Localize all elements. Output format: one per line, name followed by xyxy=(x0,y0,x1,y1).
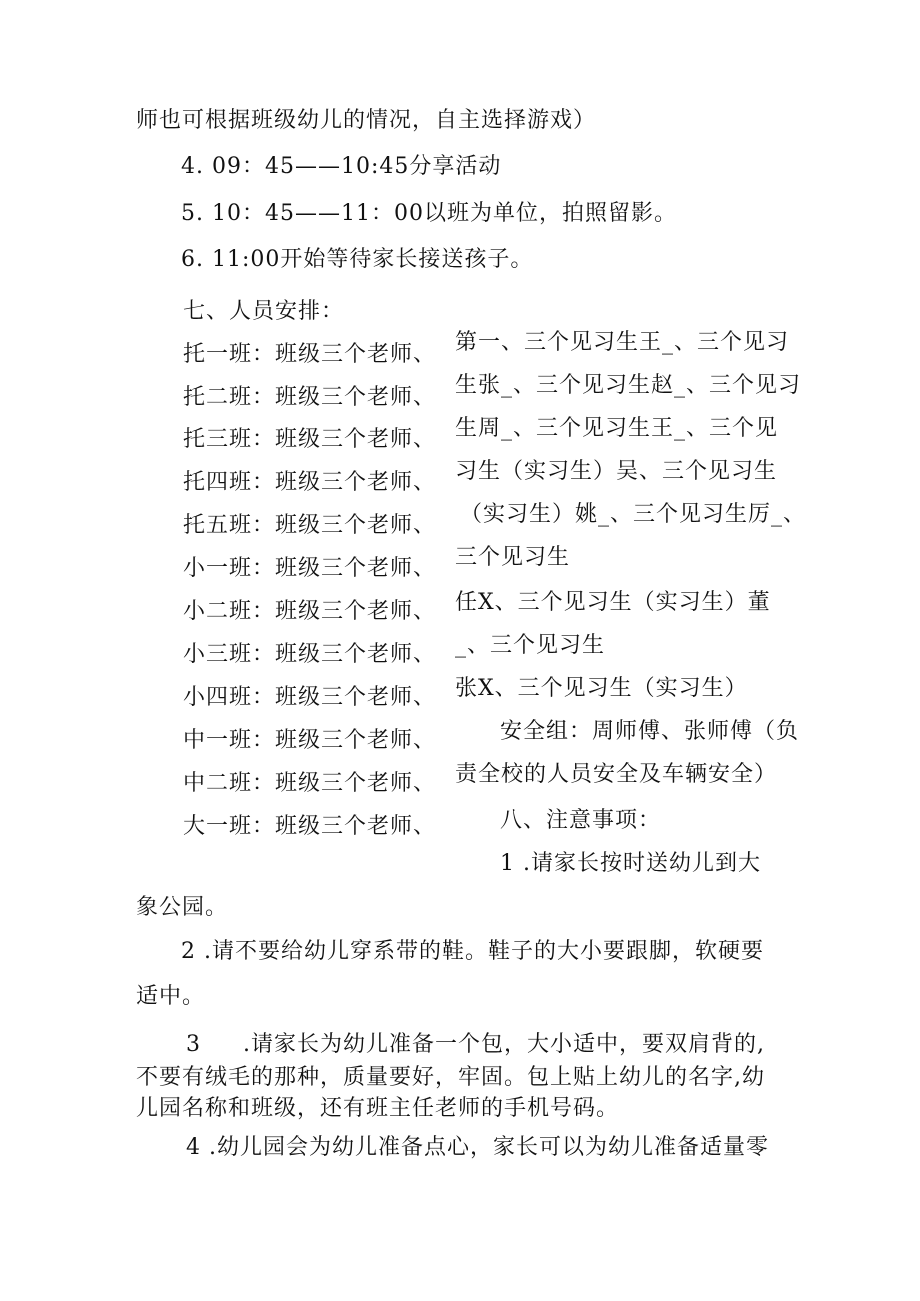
class-line: 小三班：班级三个老师、 xyxy=(183,642,437,667)
trainee-line: 任X、三个见习生（实习生）董 xyxy=(455,590,771,615)
note-2-line-2: 适中。 xyxy=(136,984,206,1009)
trainee-line: 三个见习生 xyxy=(455,545,571,570)
class-line: 大一班：班级三个老师、 xyxy=(183,814,437,839)
note-3-line-1: .请家长为幼儿准备一个包，大小适中，要双肩背的, xyxy=(243,1032,765,1057)
note-1-line-2: 象公园。 xyxy=(136,895,229,920)
schedule-item-4: 4. 09：45——10:45分享活动 xyxy=(181,154,502,179)
note-3-line-2: 不要有绒毛的那种，质量要好，牢固。包上贴上幼儿的名字,幼 xyxy=(136,1065,765,1090)
class-line: 托二班：班级三个老师、 xyxy=(183,385,437,410)
class-line: 小二班：班级三个老师、 xyxy=(183,599,437,624)
trainee-line: 第一、三个见习生王_、三个见习 xyxy=(455,330,790,355)
note-3-number: 3 xyxy=(186,1032,201,1057)
class-line: 中二班：班级三个老师、 xyxy=(183,771,437,796)
note-2-line-1: 2 .请不要给幼儿穿系带的鞋。鞋子的大小要跟脚，软硬要 xyxy=(181,939,764,964)
safety-group-line-2: 责全校的人员安全及车辆安全） xyxy=(455,762,778,787)
safety-group-line-1: 安全组：周师傅、张师傅（负 xyxy=(500,719,800,744)
class-line: 托五班：班级三个老师、 xyxy=(183,513,437,538)
class-line: 小一班：班级三个老师、 xyxy=(183,556,437,581)
class-line: 托一班：班级三个老师、 xyxy=(183,342,437,367)
note-1-line-1: 1 .请家长按时送幼儿到大 xyxy=(500,851,761,876)
trainee-line: 张X、三个见习生（实习生） xyxy=(455,676,748,701)
trainee-line: （实习生）姚_、三个见习生厉_、 xyxy=(460,502,807,527)
trainee-line: 生张_、三个见习生赵_、三个见习 xyxy=(455,373,802,398)
staff-heading: 七、人员安排： xyxy=(183,299,345,324)
schedule-item-6: 6. 11:00开始等待家长接送孩子。 xyxy=(181,247,534,272)
class-line: 托三班：班级三个老师、 xyxy=(183,427,437,452)
class-line: 小四班：班级三个老师、 xyxy=(183,685,437,710)
trainee-line: 生周_、三个见习生王_、三个见 xyxy=(455,416,779,441)
notes-heading: 八、注意事项： xyxy=(500,808,662,833)
class-line: 中一班：班级三个老师、 xyxy=(183,728,437,753)
class-line: 托四班：班级三个老师、 xyxy=(183,470,437,495)
note-4-line-1: 4 .幼儿园会为幼儿准备点心，家长可以为幼儿准备适量零 xyxy=(186,1135,769,1160)
trainee-line: _、三个见习生 xyxy=(455,633,606,658)
schedule-continuation: 师也可根据班级幼儿的情况，自主选择游戏） xyxy=(136,108,597,133)
trainee-line: 习生（实习生）吴、三个见习生 xyxy=(455,459,778,484)
note-3-line-3: 儿园名称和班级，还有班主任老师的手机号码。 xyxy=(136,1096,620,1121)
schedule-item-5: 5. 10：45——11：00以班为单位，拍照留影。 xyxy=(181,201,677,226)
